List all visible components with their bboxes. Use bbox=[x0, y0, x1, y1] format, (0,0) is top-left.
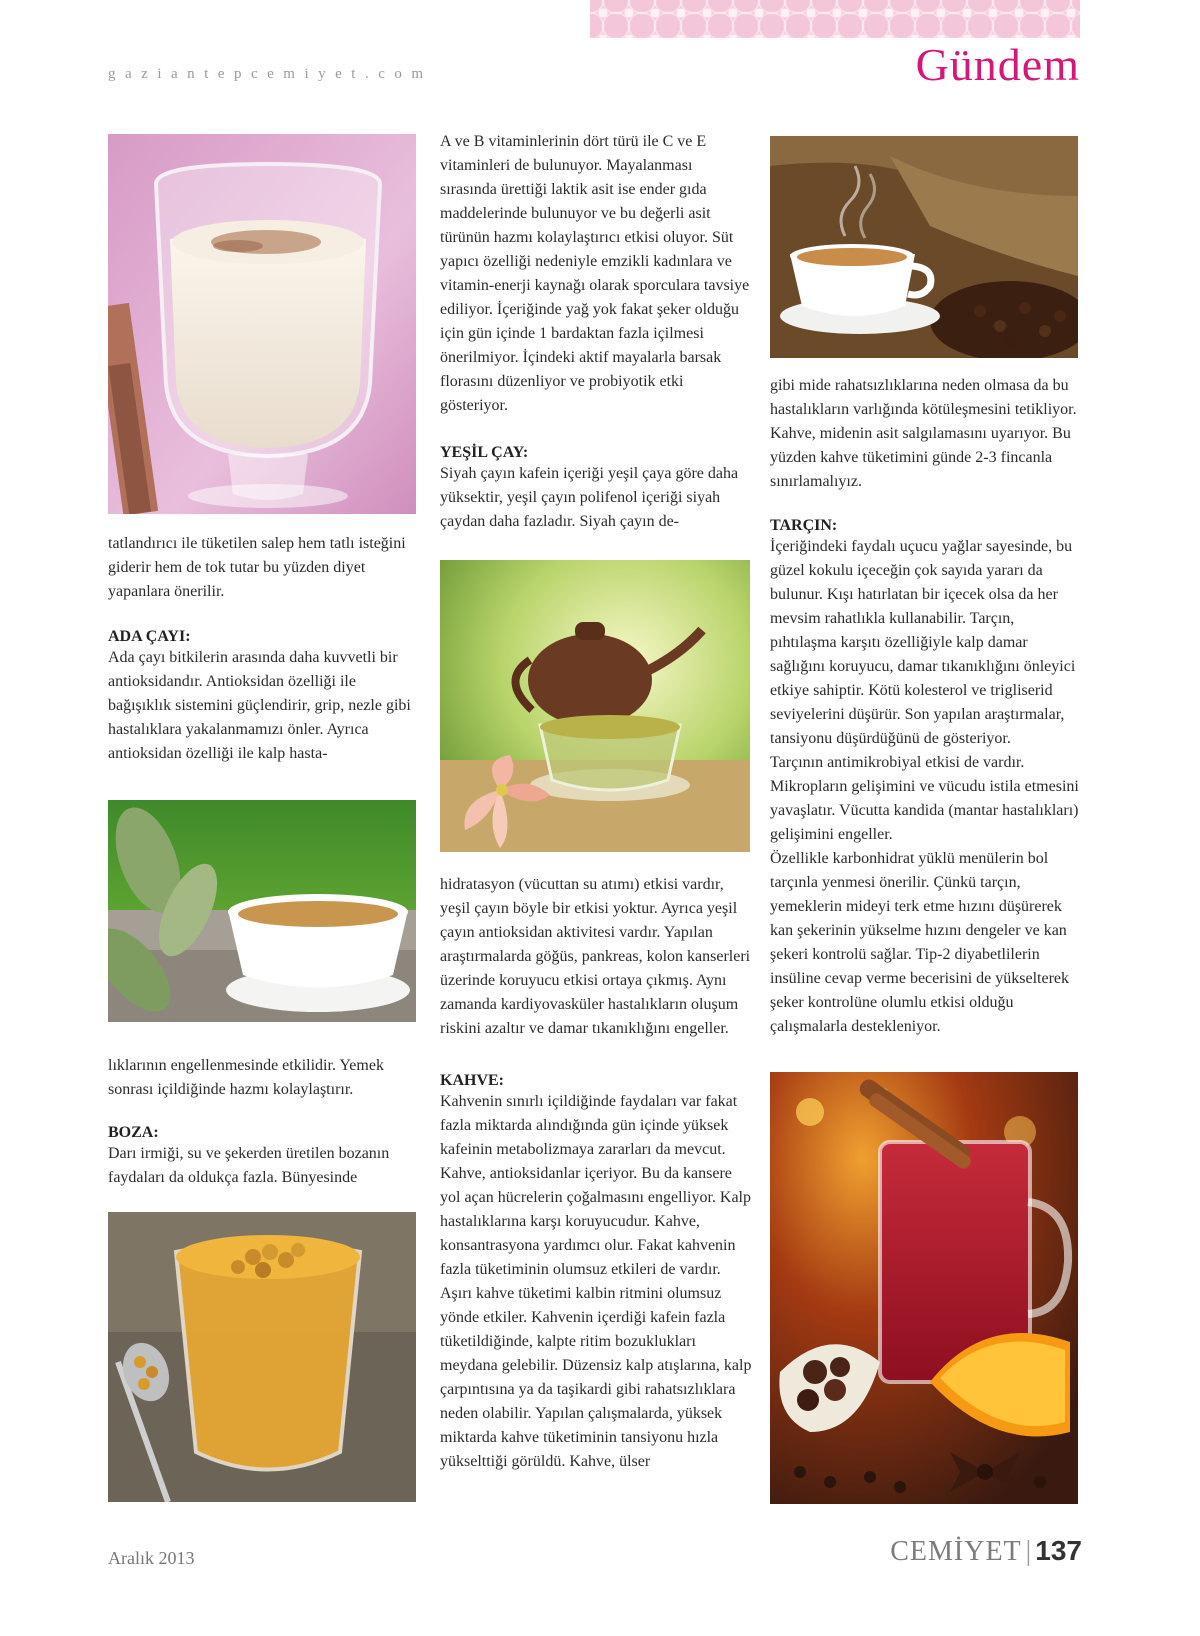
kahve-heading: KAHVE: bbox=[440, 1072, 504, 1089]
ada-cayi-heading: ADA ÇAYI: bbox=[108, 628, 191, 645]
boza-heading: BOZA: bbox=[108, 1124, 159, 1141]
tarcin-photo bbox=[770, 1072, 1078, 1504]
magazine-brand: CEMİYET bbox=[890, 1536, 1022, 1567]
tarcin-heading: TARÇIN: bbox=[770, 517, 838, 534]
kahve-text-cont: gibi mide rahatsızlıklarına neden olmasa da bu hastalıkların varlığında kötüleşmesini tetikliyor. Kahve, midenin asit salgılamasını uyarıyor. Bu yüzden kahve tüketimini günde 2-3 fincanla sınırlamalıyız. bbox=[770, 377, 1077, 490]
ada-cayi-text: Ada çayı bitkilerin arasında daha kuvvetli bir antioksidandır. Antioksidan özelliği ile bağışıklık sistemini güçlendirir, grip, nezle gibi hastalıklara yakalanmamızı önler. Ayrıca antioksidan özelliği ile kalp hasta- bbox=[108, 649, 411, 762]
salep-photo bbox=[108, 134, 416, 514]
ada-cayi-text-cont: lıklarının engellenmesinde etkilidir. Yemek sonrası içildiğinde hazmı kolaylaştırır. bbox=[108, 1057, 384, 1098]
salep-text: tatlandırıcı ile tüketilen salep hem tatlı isteğini giderir hem de tok tutar bu yüzden diyet yapanlara önerilir. bbox=[108, 535, 406, 600]
boza-text-cont: A ve B vitaminlerinin dört türü ile C ve E vitaminleri de bulunuyor. Mayalanması sırasında ürettiği laktik asit ise ender gıda maddelerinde bulunuyor ve bu değerli asit türünün hazmı kolaylaştırıcı etkisi oluyor. Süt yapıcı özelliği nedeniyle emzikli kadınlara ve vitamin-enerji kaynağı olarak sporculara tavsiye ediliyor. İçeriğinde yağ yok fakat şeker olduğu için gün içinde 1 bardaktan fazla içilmesi önerilmiyor. İçindeki aktif mayalarla barsak florasını düzenliyor ve probiyotik etki gösteriyor. bbox=[440, 133, 750, 414]
page-number: 137 bbox=[1035, 1535, 1082, 1566]
ada-cayi-photo bbox=[108, 800, 416, 1022]
header-pattern bbox=[590, 0, 1080, 38]
yesil-cay-text-cont: hidratasyon (vücuttan su atımı) etkisi vardır, yeşil çayın böyle bir etkisi yoktur. Ayrıca yeşil çayın antioksidan aktivitesi vardır. Yapılan araştırmalarda göğüs, pankreas, kolon kanserleri üzerinde koruyucu etkisi ortaya çıkmış. Aynı zamanda kardiyovasküler hastalıkların oluşum riskini azaltır ve damar tıkanıklığını engeller. bbox=[440, 876, 751, 1037]
tarcin-paragraph-1: İçeriğindeki faydalı uçucu yağlar sayesinde, bu güzel kokulu içeceğin çok sayıda yararı da bulunur. Kışı hatırlatan bir içecek olsa da her mevsim rahatlıkla kullanabilir. Tarçın, pıhtılaşma karşıtı özelliğiyle kalp damar sağlığını koruyucu, damar tıkanıklığını önleyici etkiye sahiptir. Kötü kolesterol ve trigliserid seviyelerini düşürür. Son yapılan araştırmalar, tansiyonu düşürdüğünü de gösteriyor. bbox=[770, 538, 1076, 747]
tarcin-paragraph-2: Tarçının antimikrobiyal etkisi de vardır. Mikropların gelişimini ve vücudu istila etmesini yavaşlatır. Vücutta kandida (mantar hastalıkları) gelişimini engeller. bbox=[770, 754, 1079, 843]
yesil-cay-heading: YEŞİL ÇAY: bbox=[440, 444, 529, 461]
footer-separator: | bbox=[1025, 1536, 1032, 1567]
yesil-cay-photo bbox=[440, 560, 750, 852]
kahve-text: Kahvenin sınırlı içildiğinde faydaları var fakat fazla miktarda alındığında gün içinde yüksek kafeinin metabolizmaya zararları da mevcut. Kahve, antioksidanlar içeriyor. Bu da kansere yol açan hücrelerin çoğalmasını engelliyor. Kalp hastalıklarına karşı koruyucudur. Kahve, konsantrasyona yardımcı olur. Fakat kahvenin fazla tüketiminin olumsuz etkileri de vardır. Aşırı kahve tüketimi kalbin ritmini olumsuz yönde etkiler. Kahvenin içerdiği kafein fazla tüketildiğinde, kalpte ritim bozuklukları meydana gelebilir. Düzensiz kalp atışlarına, kalp çarpıntısına ya da taşikardi gibi rahatsızlıklara neden olabilir. Yapılan çalışmalarda, yüksek miktarda kahve tüketiminin tansiyonu hızla yükselttiği görüldü. Kahve, ülser bbox=[440, 1093, 752, 1470]
tarcin-paragraph-3: Özellikle karbonhidrat yüklü menülerin bol tarçınla yenmesi önerilir. Çünkü tarçın, yemeklerin mideyi terk etme hızını düşürerek kan şekerinin yükselme hızını dengeler ve kan şekeri kontrolü sağlar. Tip-2 diyabetlilerin insüline cevap verme becerisini de yükselterek şeker kontrolüne olumlu etkisi olduğu çalışmalarla destekleniyor. bbox=[770, 850, 1069, 1035]
section-title: Gündem bbox=[915, 39, 1080, 90]
yesil-cay-text: Siyah çayın kafein içeriği yeşil çaya göre daha yüksektir, yeşil çayın polifenol içeriği siyah çaydan daha fazladır. Siyah çayın de- bbox=[440, 465, 739, 530]
boza-text: Darı irmiği, su ve şekerden üretilen bozanın faydaları da oldukça fazla. Bünyesinde bbox=[108, 1145, 390, 1186]
kahve-photo bbox=[770, 136, 1078, 358]
page-footer bbox=[890, 1535, 1082, 1568]
site-url: gaziantepcemiyet.com bbox=[108, 66, 433, 82]
issue-date: Aralık 2013 bbox=[108, 1548, 195, 1568]
boza-photo bbox=[108, 1212, 416, 1502]
